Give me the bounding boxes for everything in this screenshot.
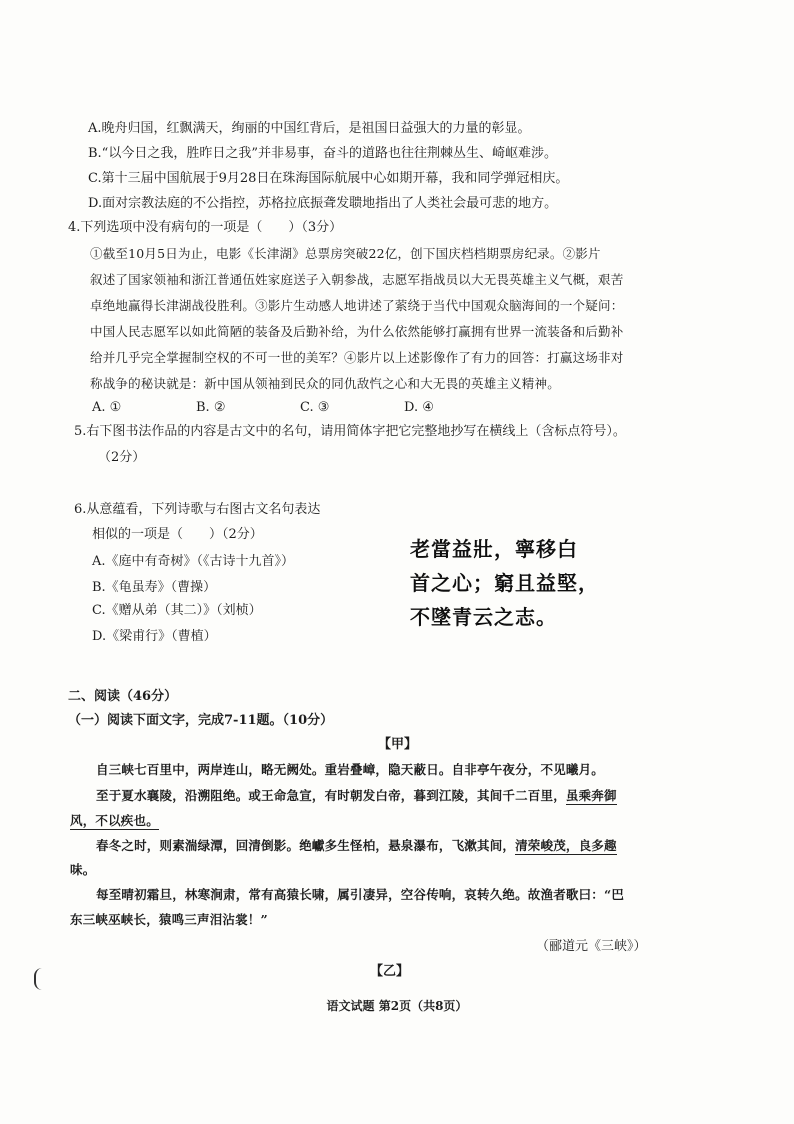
calligraphy-line: 老當益壯，寧移白: [410, 537, 578, 561]
q4-option-d: D. ④: [404, 400, 434, 415]
section-part-title: （一）阅读下面文字，完成7-11题。（10分）: [68, 713, 334, 728]
q3-option-c: C.第十三届中国航展于9月28日在珠海国际航展中心如期开幕，我和同学弹冠相庆。: [88, 171, 569, 186]
underlined-phrase: 清荣峻茂，良多趣: [515, 838, 617, 853]
q4-passage-line: 给并几乎完全掌握制空权的不可一世的美军？④影片以上述影像作了有力的回答：打赢这场非对: [90, 350, 624, 365]
q4-option-b: B. ②: [196, 400, 226, 415]
passage-jia-label: 【甲】: [378, 737, 418, 752]
q4-option-c: C. ③: [300, 400, 330, 415]
q4-stem: 4.下列选项中没有病句的一项是（ ）（3分）: [68, 220, 343, 235]
q4-options: [92, 400, 508, 416]
q4-passage-line: 叙述了国家领袖和浙江普通伍姓家庭送子入朝参战，志愿军指战员以大无畏英雄主义气概，艰苦: [90, 272, 624, 287]
q3-option-d: D.面对宗教法庭的不公指控，苏格拉底振聋发聩地指出了人类社会最可悲的地方。: [88, 196, 558, 211]
passage-source: （郦道元《三峡》）: [536, 939, 647, 954]
passage-paragraph-continued: 东三峡巫峡长，猿鸣三声泪沾裳！”: [70, 912, 268, 927]
section-title: 二、阅读（46分）: [68, 689, 178, 704]
q4-passage-line: 卓绝地赢得长津湖战役胜利。③影片生动感人地讲述了萦绕于当代中国观众脑海间的一个疑问：: [90, 298, 624, 313]
margin-mark: [34, 968, 42, 990]
passage-paragraph: 春冬之时，则素湍绿潭，回清倒影。绝巘多生怪柏，悬泉瀑布，飞漱其间，清荣峻茂，良多趣: [96, 838, 617, 853]
calligraphy-line: 首之心；窮且益堅，: [410, 571, 599, 595]
q4-passage-line: 中国人民志愿军以如此简陋的装备及后勤补给，为什么依然能够打赢拥有世界一流装备和后勤补: [90, 324, 624, 339]
q6-stem-continued: 相似的一项是（ ）（2分）: [92, 527, 263, 542]
q4-option-a: A. ①: [92, 400, 122, 415]
q6-option-c: C.《赠从弟（其二）》（刘桢）: [92, 603, 262, 618]
q6-option-d: D.《梁甫行》（曹植）: [92, 629, 217, 644]
q4-passage-line: 称战争的秘诀就是：新中国从领袖到民众的同仇敌忾之心和大无畏的英雄主义精神。: [90, 376, 560, 391]
passage-paragraph: 每至晴初霜旦，林寒涧肃，常有高猿长啸，属引凄异，空谷传响，哀转久绝。故渔者歌曰：“巴: [96, 887, 625, 902]
q5-score: （2分）: [98, 450, 146, 465]
passage-paragraph: 至于夏水襄陵，沿溯阻绝。或王命急宣，有时朝发白帝，暮到江陵，其间千二百里，虽乘奔御: [96, 788, 617, 803]
q3-option-a: A.晚舟归国，红飘满天，绚丽的中国红背后，是祖国日益强大的力量的彰显。: [88, 121, 531, 136]
q6-stem: 6.从意蕴看，下列诗歌与右图古文名句表达: [74, 502, 321, 517]
calligraphy-line: 不墜青云之志。: [410, 605, 557, 629]
passage-yi-label: 【乙】: [370, 964, 410, 979]
q5-stem: 5.右下图书法作品的内容是古文中的名句，请用简体字把它完整地抄写在横线上（含标点符号）。: [74, 424, 626, 439]
page-footer: 语文试题 第2页（共8页）: [326, 999, 468, 1013]
q4-passage-line: ①截至10月5日为止，电影《长津湖》总票房突破22亿，创下国庆档档期票房纪录。②影片: [90, 246, 601, 261]
q6-option-b: B.《龟虽寿》（曹操）: [92, 580, 217, 595]
passage-paragraph-continued: 味。: [70, 862, 96, 877]
calligraphy-artwork: [410, 532, 670, 634]
underlined-phrase: 虽乘奔御: [565, 788, 617, 803]
passage-paragraph: 自三峡七百里中，两岸连山，略无阙处。重岩叠嶂，隐天蔽日。自非亭午夜分，不见曦月。: [96, 762, 605, 777]
passage-paragraph-continued: [70, 813, 159, 829]
q6-option-a: A.《庭中有奇树》（《古诗十九首》）: [92, 554, 295, 569]
q3-option-b: B.“以今日之我，胜昨日之我”并非易事，奋斗的道路也往往荆棘丛生、崎岖难涉。: [88, 146, 557, 161]
underlined-phrase: 风，不以疾也。: [70, 813, 159, 828]
